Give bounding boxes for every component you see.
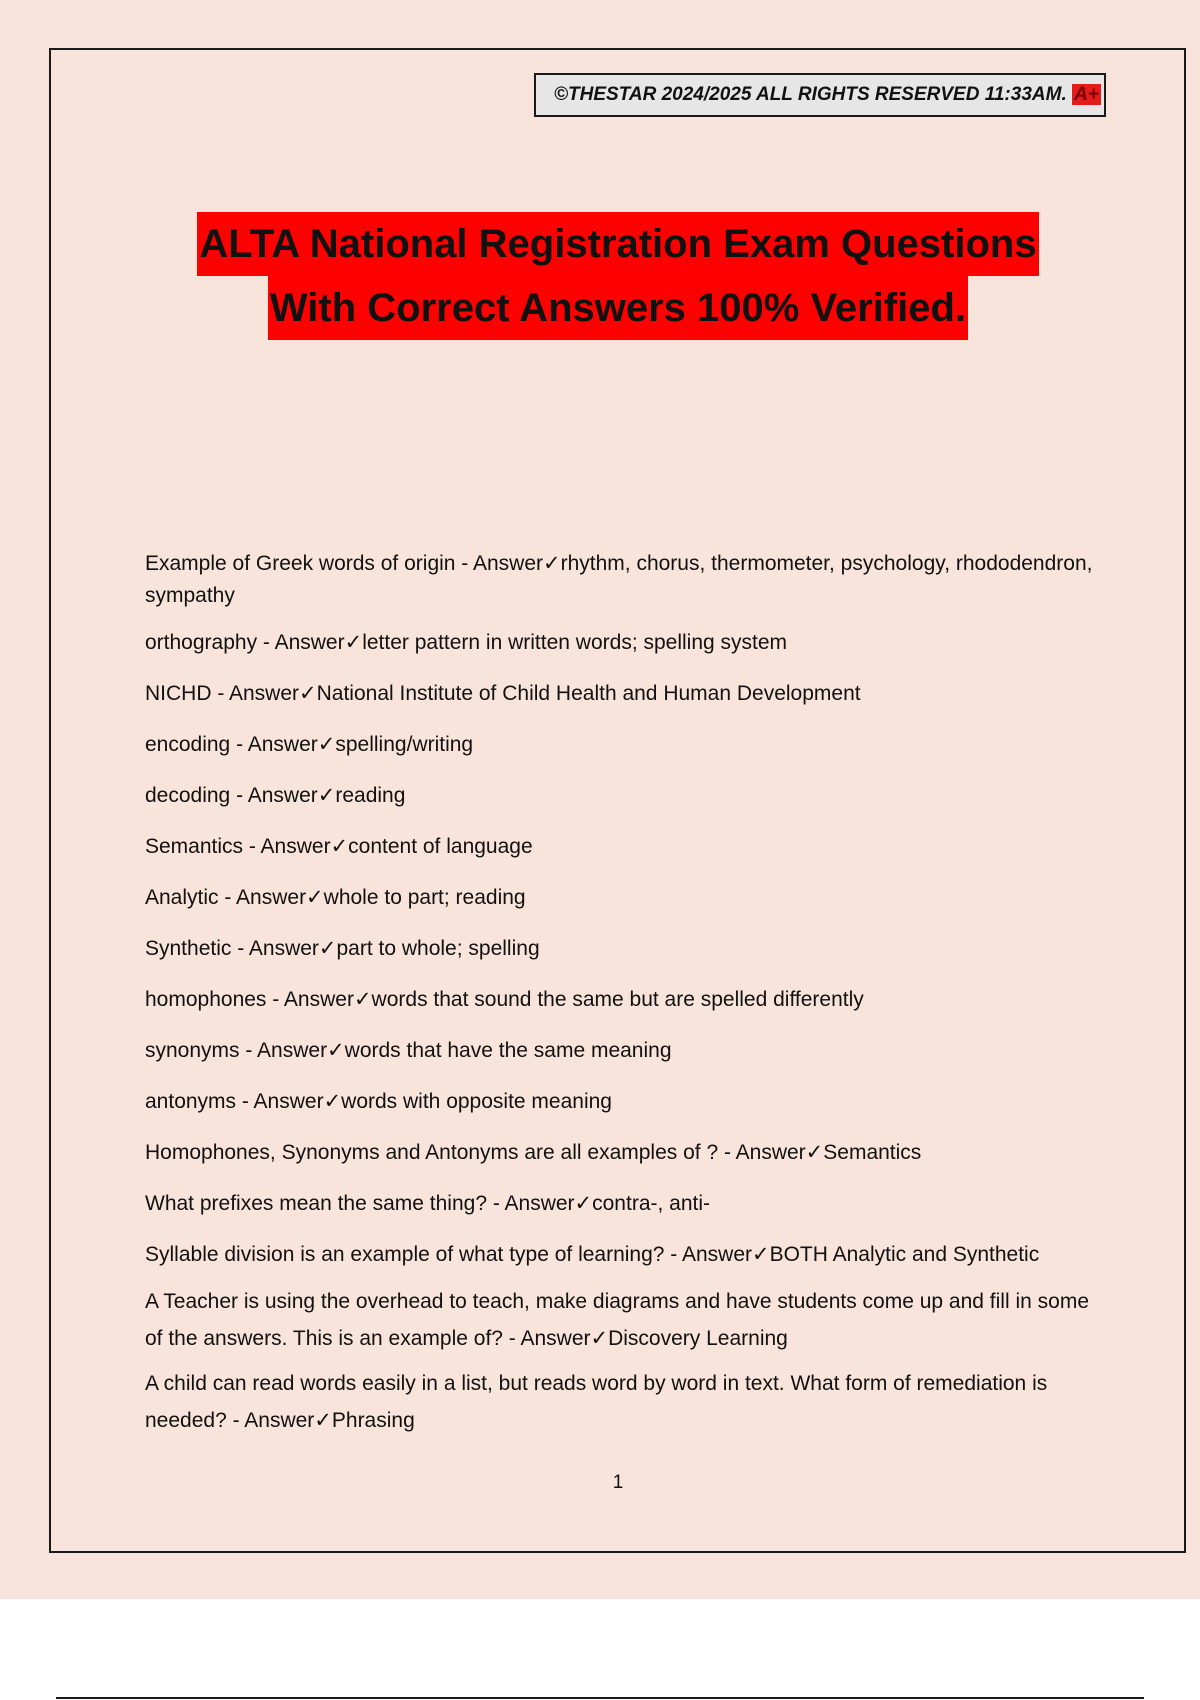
qa-item-analytic: Analytic - Answer✓whole to part; reading — [145, 886, 526, 909]
qa-item-encoding: encoding - Answer✓spelling/writing — [145, 733, 474, 756]
page-number: 1 — [612, 1472, 624, 1493]
copyright-header — [534, 73, 1106, 117]
qa-item-antonyms: antonyms - Answer✓words with opposite meaning — [145, 1090, 612, 1113]
qa-item-prefixes: What prefixes mean the same thing? - Answer✓contra-, anti- — [145, 1192, 711, 1215]
qa-list — [145, 548, 1095, 1447]
title-line-1: ALTA National Registration Exam Questions — [197, 212, 1038, 276]
qa-item-synthetic: Synthetic - Answer✓part to whole; spelling — [145, 937, 540, 960]
qa-item-orthography: orthography - Answer✓letter pattern in written words; spelling system — [145, 631, 788, 654]
qa-item-semantics: Semantics - Answer✓content of language — [145, 835, 533, 858]
footer-divider — [56, 1697, 1144, 1699]
document-title — [0, 212, 1200, 340]
qa-item-nichd: NICHD - Answer✓National Institute of Child Health and Human Development — [145, 682, 861, 705]
qa-item-syllable-division: Syllable division is an example of what type of learning? - Answer✓BOTH Analytic and Synthetic — [145, 1243, 1040, 1266]
qa-item-greek-origin: Example of Greek words of origin - Answer✓rhythm, chorus, thermometer, psychology, rhododendron, sympathy — [145, 552, 1093, 607]
copyright-text: ©THESTAR 2024/2025 ALL RIGHTS RESERVED 11:33AM. — [554, 84, 1067, 105]
qa-item-homophones: homophones - Answer✓words that sound the same but are spelled differently — [145, 988, 864, 1011]
title-line-2: With Correct Answers 100% Verified. — [268, 276, 968, 340]
qa-item-synonyms: synonyms - Answer✓words that have the same meaning — [145, 1039, 672, 1062]
qa-item-decoding: decoding - Answer✓reading — [145, 784, 406, 807]
grade-badge: A+ — [1074, 84, 1099, 105]
qa-item-discovery-learning: A Teacher is using the overhead to teach, make diagrams and have students come up and fill in some of the answers. This is an example of? - Answer✓Discovery Learning — [145, 1290, 1090, 1350]
qa-item-semantics-examples: Homophones, Synonyms and Antonyms are all examples of ? - Answer✓Semantics — [145, 1141, 922, 1164]
qa-item-phrasing: A child can read words easily in a list, but reads word by word in text. What form of remediation is needed? - Answer✓Phrasing — [145, 1372, 1048, 1432]
